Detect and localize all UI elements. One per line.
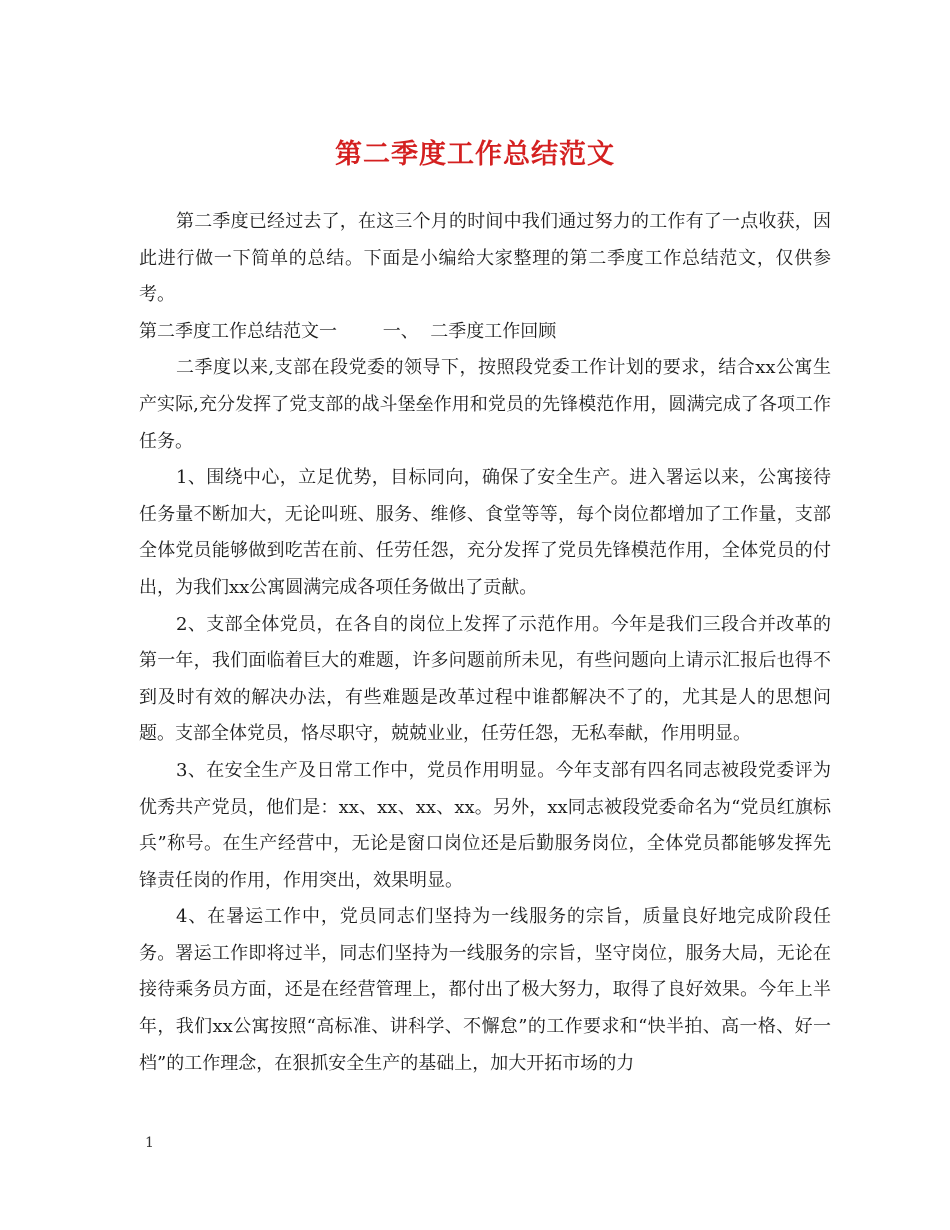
page-number: 1 <box>145 1135 154 1151</box>
point-2-paragraph: 2、支部全体党员，在各自的岗位上发挥了示范作用。今年是我们三段合并改革的第一年，我们面临着巨大的难题，许多问题前所未见，有些问题向上请示汇报后也得不到及时有效的解决办法，有些难题是改革过程中谁都解决不了的，尤其是人的思想问题。支部全体党员，恪尽职守，兢兢业业，任劳任怨，无私奉献，作用明显。 <box>139 613 831 745</box>
document-body <box>139 204 831 1082</box>
point-3-paragraph: 3、在安全生产及日常工作中，党员作用明显。今年支部有四名同志被段党委评为优秀共产党员，他们是：xx、xx、xx、xx。另外，xx同志被段党委命名为“党员红旗标兵”称号。在生产经营中，无论是窗口岗位还是后勤服务岗位，全体党员都能够发挥先锋责任岗的作用，作用突出，效果明显。 <box>139 759 831 891</box>
document-title: 第二季度工作总结范文 <box>335 139 615 170</box>
review-paragraph: 二季度以来,支部在段党委的领导下，按照段党委工作计划的要求，结合xx公寓生产实际,充分发挥了党支部的战斗堡垒作用和党员的先锋模范作用，圆满完成了各项工作任务。 <box>139 357 831 452</box>
section-heading: 第二季度工作总结范文一 一、 二季度工作回顾 <box>139 320 557 342</box>
intro-paragraph: 第二季度已经过去了，在这三个月的时间中我们通过努力的工作有了一点收获，因此进行做一下简单的总结。下面是小编给大家整理的第二季度工作总结范文，仅供参考。 <box>139 211 831 306</box>
point-4-paragraph: 4、在暑运工作中，党员同志们坚持为一线服务的宗旨，质量良好地完成阶段任务。署运工作即将过半，同志们坚持为一线服务的宗旨，坚守岗位，服务大局，无论在接待乘务员方面，还是在经营管理上，都付出了极大努力，取得了良好效果。今年上半年，我们xx公寓按照“高标准、讲科学、不懈怠”的工作要求和“快半拍、高一格、好一档”的工作理念，在狠抓安全生产的基础上，加大开拓市场的力 <box>139 906 831 1074</box>
point-1-paragraph: 1、围绕中心，立足优势，目标同向，确保了安全生产。进入署运以来，公寓接待任务量不断加大，无论叫班、服务、维修、食堂等等，每个岗位都增加了工作量，支部全体党员能够做到吃苦在前、任劳任怨，充分发挥了党员先锋模范作用，全体党员的付出，为我们xx公寓圆满完成各项任务做出了贡献。 <box>139 467 831 598</box>
